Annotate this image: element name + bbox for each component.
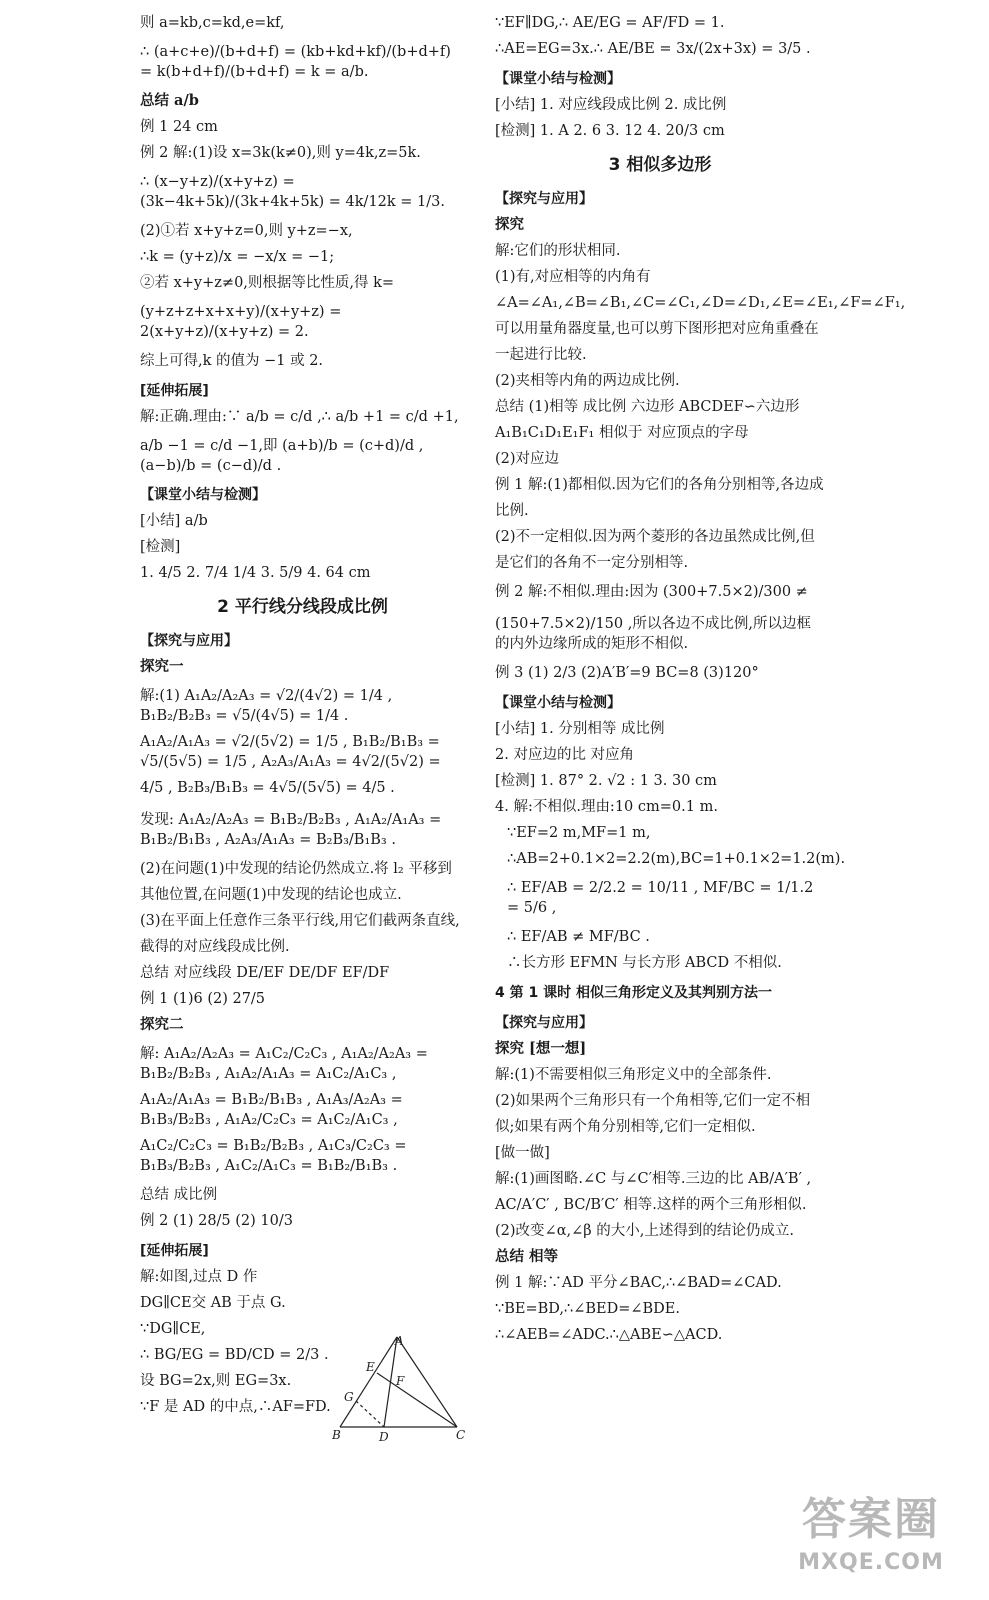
- text-line: [小结] 1. 对应线段成比例 2. 成比例: [495, 97, 727, 113]
- text-line: 4/5 , B₂B₃/B₁B₃ = 4√5/(5√5) = 4/5 .: [140, 780, 395, 796]
- text-line: 1. 4/5 2. 7/4 1/4 3. 5/9 4. 64 cm: [140, 565, 371, 581]
- section-heading: 【课堂小结与检测】: [495, 695, 621, 711]
- text-line: 总结 对应线段 DE/EF DE/DF EF/DF: [140, 965, 390, 981]
- text-line: 解:它们的形状相同.: [495, 243, 621, 259]
- text-line: 探究 [想一想]: [495, 1040, 587, 1057]
- watermark-url: MXQE.COM: [798, 1550, 944, 1575]
- text-line: ∵BE=BD,∴∠BED=∠BDE.: [495, 1301, 681, 1317]
- label-e: E: [366, 1360, 375, 1374]
- text-line: ∵F 是 AD 的中点,∴AF=FD.: [140, 1399, 331, 1415]
- text-line: ∴∠AEB=∠ADC.∴△ABE∽△ACD.: [495, 1327, 723, 1343]
- text-line: A₁A₂/A₁A₃ = √2/(5√2) = 1/5 , B₁B₂/B₁B₃ = √5/(5√5) = 1/5 , A₂A₃/A₁A₃ = 4√2/(5√2) =: [140, 734, 441, 770]
- text-line: 探究二: [140, 1016, 184, 1033]
- text-line: A₁C₂/C₂C₃ = B₁B₂/B₂B₃ , A₁C₃/C₂C₃ = B₁B₃/B₂B₃ , A₁C₂/A₁C₃ = B₁B₂/B₁B₃ .: [140, 1138, 407, 1174]
- label-b: B: [332, 1428, 341, 1442]
- text-line: 解:(1)不需要相似三角形定义中的全部条件.: [495, 1067, 772, 1083]
- text-line: [检测] 1. 87° 2. √2 : 1 3. 30 cm: [495, 773, 717, 789]
- text-line: A₁A₂/A₁A₃ = B₁B₂/B₁B₃ , A₁A₃/A₂A₃ = B₁B₃/B₂B₃ , A₁A₂/C₂C₃ = A₁C₂/A₁C₃ ,: [140, 1092, 403, 1128]
- text-line: 例 1 24 cm: [140, 119, 218, 135]
- text-line: 综上可得,k 的值为 −1 或 2.: [140, 353, 324, 369]
- text-line: 例 2 (1) 28/5 (2) 10/3: [140, 1213, 293, 1229]
- text-line: (2)如果两个三角形只有一个角相等,它们一定不相似;如果有两个角分别相等,它们一定相似.: [495, 1093, 811, 1135]
- label-f: F: [396, 1374, 405, 1388]
- section-heading: 【探究与应用】: [495, 191, 593, 207]
- section-heading: 【探究与应用】: [495, 1015, 593, 1031]
- text-line: (y+z+z+x+x+y)/(x+y+z) = 2(x+y+z)/(x+y+z) = 2.: [140, 304, 342, 340]
- segment-dg: [356, 1401, 384, 1427]
- section-heading: 4 第 1 课时 相似三角形定义及其判别方法一: [495, 985, 772, 1001]
- text-line: 总结 (1)相等 成比例 六边形 ABCDEF∽六边形 A₁B₁C₁D₁E₁F₁ 相似于 对应顶点的字母: [495, 399, 800, 441]
- text-line: 4. 解:不相似.理由:10 cm=0.1 m.: [495, 799, 718, 815]
- text-line: (150+7.5×2)/150 ,所以各边不成比例,所以边框的内外边缘所成的矩形不相似.: [495, 616, 811, 652]
- text-line: (3)在平面上任意作三条平行线,用它们截两条直线,截得的对应线段成比例.: [140, 913, 460, 955]
- text-line: 发现: A₁A₂/A₂A₃ = B₁B₂/B₂B₃ , A₁A₂/A₁A₃ = B₁B₂/B₁B₃ , A₂A₃/A₁A₃ = B₂B₃/B₁B₃ .: [140, 812, 442, 848]
- text-line: a/b −1 = c/d −1,即 (a+b)/b = (c+d)/d , (a−b)/b = (c−d)/d .: [140, 438, 424, 474]
- text-line: 总结 相等: [495, 1248, 559, 1265]
- text-line: ∴长方形 EFMN 与长方形 ABCD 不相似.: [507, 955, 782, 971]
- text-line: 则 a=kb,c=kd,e=kf,: [140, 15, 285, 31]
- text-line: 例 1 解:∵AD 平分∠BAC,∴∠BAD=∠CAD.: [495, 1275, 782, 1291]
- label-g: G: [344, 1390, 354, 1404]
- text-line: 例 3 (1) 2/3 (2)A′B′=9 BC=8 (3)120°: [495, 665, 759, 681]
- segment-ab: [340, 1337, 397, 1427]
- text-line: 解:正确.理由:∵ a/b = c/d ,∴ a/b +1 = c/d +1,: [140, 409, 459, 425]
- text-line: [小结] a/b: [140, 513, 208, 529]
- text-line: 解:(1) A₁A₂/A₂A₃ = √2/(4√2) = 1/4 , B₁B₂/B₂B₃ = √5/(4√5) = 1/4 .: [140, 688, 393, 724]
- text-line: 总结 成比例: [140, 1187, 218, 1203]
- text-line: (2)在问题(1)中发现的结论仍然成立.将 l₂ 平移到其他位置,在问题(1)中发现的结论也成立.: [140, 861, 452, 903]
- text-line: ∵EF∥DG,∴ AE/EG = AF/FD = 1.: [495, 15, 725, 31]
- triangle-figure: [332, 1335, 472, 1445]
- right-column: [495, 10, 906, 1348]
- text-line: 解: A₁A₂/A₂A₃ = A₁C₂/C₂C₃ , A₁A₂/A₂A₃ = B₁B₂/B₂B₃ , A₁A₂/A₁A₃ = A₁C₂/A₁C₃ ,: [140, 1046, 428, 1082]
- text-line: (2)①若 x+y+z=0,则 y+z=−x,: [140, 223, 353, 239]
- text-line: DG∥CE交 AB 于点 G.: [140, 1295, 286, 1311]
- text-line: ∵DG∥CE,: [140, 1321, 206, 1337]
- text-line: ∴ (a+c+e)/(b+d+f) = (kb+kd+kf)/(b+d+f) = k(b+d+f)/(b+d+f) = k = a/b.: [140, 44, 451, 80]
- text-line: (2)改变∠α,∠β 的大小,上述得到的结论仍成立.: [495, 1223, 794, 1239]
- text-line: (2)不一定相似.因为两个菱形的各边虽然成比例,但是它们的各角不一定分别相等.: [495, 529, 815, 571]
- text-line: ∴AB=2+0.1×2=2.2(m),BC=1+0.1×2=1.2(m).: [507, 851, 846, 867]
- text-line: AC/A′C′ , BC/B′C′ 相等.这样的两个三角形相似.: [495, 1197, 807, 1213]
- watermark: [771, 1492, 971, 1592]
- text-line: 解:(1)画图略.∠C 与∠C′相等.三边的比 AB/A′B′ ,: [495, 1171, 812, 1187]
- text-line: 例 2 解:不相似.理由:因为 (300+7.5×2)/300 ≠: [495, 584, 808, 600]
- section-heading: [延伸拓展]: [140, 1243, 209, 1259]
- left-column: [140, 10, 465, 1420]
- text-line: 探究一: [140, 658, 184, 675]
- label-d: D: [379, 1430, 389, 1444]
- watermark-logo: 答案圈: [802, 1494, 940, 1545]
- text-line: [检测]: [140, 539, 181, 555]
- label-c: C: [456, 1428, 466, 1442]
- text-line: ∴k = (y+z)/x = −x/x = −1;: [140, 249, 335, 265]
- segment-ac: [397, 1337, 457, 1427]
- text-line: ∴ BG/EG = BD/CD = 2/3 .: [140, 1347, 329, 1363]
- text-line: ∴AE=EG=3x.∴ AE/BE = 3x/(2x+3x) = 3/5 .: [495, 41, 811, 57]
- text-line: (2)夹相等内角的两边成比例.: [495, 373, 680, 389]
- triangle-diagram: [332, 1335, 472, 1445]
- text-line: ∴ (x−y+z)/(x+y+z) = (3k−4k+5k)/(3k+4k+5k) = 4k/12k = 1/3.: [140, 174, 445, 210]
- text-line: 例 2 解:(1)设 x=3k(k≠0),则 y=4k,z=5k.: [140, 145, 421, 161]
- text-line: 2. 对应边的比 对应角: [495, 747, 635, 763]
- section-heading: 【课堂小结与检测】: [140, 487, 266, 503]
- section-heading: [延伸拓展]: [140, 383, 209, 399]
- section-heading: 【探究与应用】: [140, 633, 238, 649]
- text-line: (1)有,对应相等的内角有∠A=∠A₁,∠B=∠B₁,∠C=∠C₁,∠D=∠D₁,∠E=∠E₁,∠F=∠F₁,可以用量角器度量,也可以剪下图形把对应角重叠在一起进行比较.: [495, 269, 906, 363]
- chapter-title: 2 平行线分线段成比例: [217, 597, 388, 617]
- text-line: 例 1 (1)6 (2) 27/5: [140, 991, 266, 1007]
- text-line: [小结] 1. 分别相等 成比例: [495, 721, 665, 737]
- text-line: [做一做]: [495, 1145, 550, 1161]
- label-a: A: [395, 1335, 404, 1348]
- section-heading: 【课堂小结与检测】: [495, 71, 621, 87]
- text-line: ∴ EF/AB ≠ MF/BC .: [507, 929, 650, 945]
- text-line: [检测] 1. A 2. 6 3. 12 4. 20/3 cm: [495, 123, 725, 139]
- text-line: (2)对应边: [495, 451, 560, 467]
- segment-ce: [377, 1373, 457, 1427]
- chapter-title: 3 相似多边形: [608, 155, 712, 175]
- text-line: 探究: [495, 216, 524, 233]
- text-line: ②若 x+y+z≠0,则根据等比性质,得 k=: [140, 275, 395, 291]
- text-line: 解:如图,过点 D 作: [140, 1269, 258, 1285]
- text-line: 设 BG=2x,则 EG=3x.: [140, 1373, 292, 1389]
- text-line: ∴ EF/AB = 2/2.2 = 10/11 , MF/BC = 1/1.2 = 5/6 ,: [507, 880, 814, 916]
- text-line: ∵EF=2 m,MF=1 m,: [507, 825, 651, 841]
- text-line: 总结 a/b: [140, 92, 199, 109]
- text-line: 例 1 解:(1)都相似.因为它们的各角分别相等,各边成比例.: [495, 477, 824, 519]
